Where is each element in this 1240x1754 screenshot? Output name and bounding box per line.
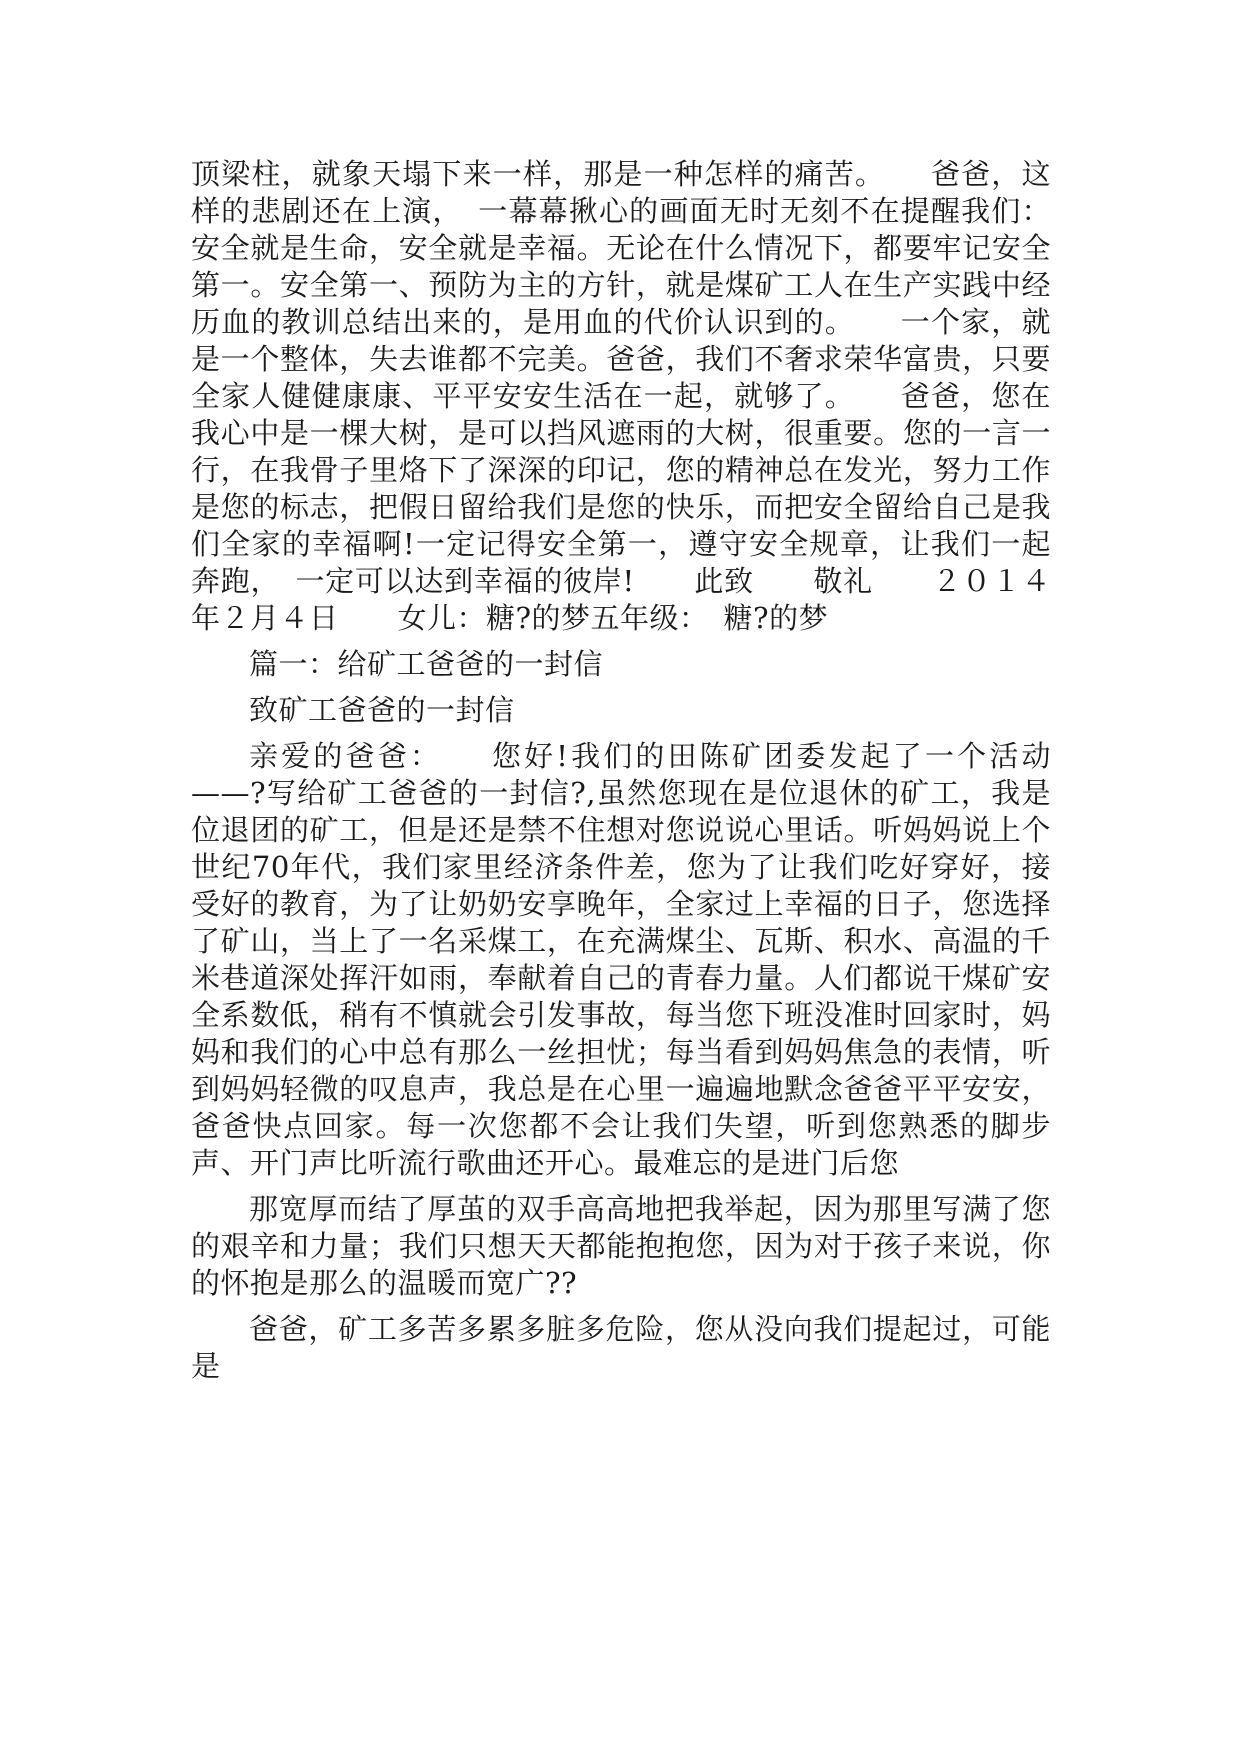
paragraph-section-heading: 篇一：给矿工爸爸的一封信 — [249, 647, 604, 681]
paragraph-letter-title: 致矿工爸爸的一封信 — [249, 693, 515, 727]
document-body — [191, 156, 1051, 1385]
paragraph-letter-continuation: 顶梁柱，就象天塌下来一样，那是一种怎样的痛苦。 爸爸，这样的悲剧还在上演， 一幕幕揪心的画面无时无刻不在提醒我们：安全就是生命，安全就是幸福。无论在什么情况下，都要牢记安全第一。安全第一、预防为主的方针，就是煤矿工人在生产实践中经历血的教训总结出来的，是用血的代价认识到的。 一个家，就是一个整体，失去谁都不完美。爸爸，我们不奢求荣华富贵，只要全家人健健康康、平平安安生活在一起，就够了。 爸爸，您在我心中是一棵大树，是可以挡风遮雨的大树，很重要。您的一言一行，在我骨子里烙下了深深的印记，您的精神总在发光，努力工作是您的标志，把假日留给我们是您的快乐，而把安全留给自己是我们全家的幸福啊!一定记得安全第一，遵守安全规章，让我们一起奔跑， 一定可以达到幸福的彼岸! 此致 敬礼 ２０１４年２月４日 女儿：糖?的梦五年级： 糖?的梦 — [191, 157, 1051, 635]
paragraph-letter-body: 亲爱的爸爸： 您好!我们的田陈矿团委发起了一个活动——?写给矿工爸爸的一封信?,虽然您现在是位退休的矿工，我是位退团的矿工，但是还是禁不住想对您说说心里话。听妈妈说上个世纪70年代，我们家里经济条件差，您为了让我们吃好穿好，接受好的教育，为了让奶奶安享晚年，全家过上幸福的日子，您选择了矿山，当上了一名采煤工，在充满煤尘、瓦斯、积水、高温的千米巷道深处挥汗如雨，奉献着自己的青春力量。人们都说干煤矿安全系数低，稍有不慎就会引发事故，每当您下班没准时回家时，妈妈和我们的心中总有那么一丝担忧；每当看到妈妈焦急的表情，听到妈妈轻微的叹息声，我总是在心里一遍遍地默念爸爸平平安安，爸爸快点回家。每一次您都不会让我们失望，听到您熟悉的脚步声、开门声比听流行歌曲还开心。最难忘的是进门后您 — [191, 739, 1051, 1180]
paragraph-letter-body: 爸爸，矿工多苦多累多脏多危险，您从没向我们提起过，可能是 — [191, 1312, 1051, 1383]
paragraph-letter-body: 那宽厚而结了厚茧的双手高高地把我举起，因为那里写满了您的艰辛和力量；我们只想天天都能抱抱您，因为对于孩子来说，你的怀抱是那么的温暖而宽广?? — [191, 1192, 1051, 1300]
